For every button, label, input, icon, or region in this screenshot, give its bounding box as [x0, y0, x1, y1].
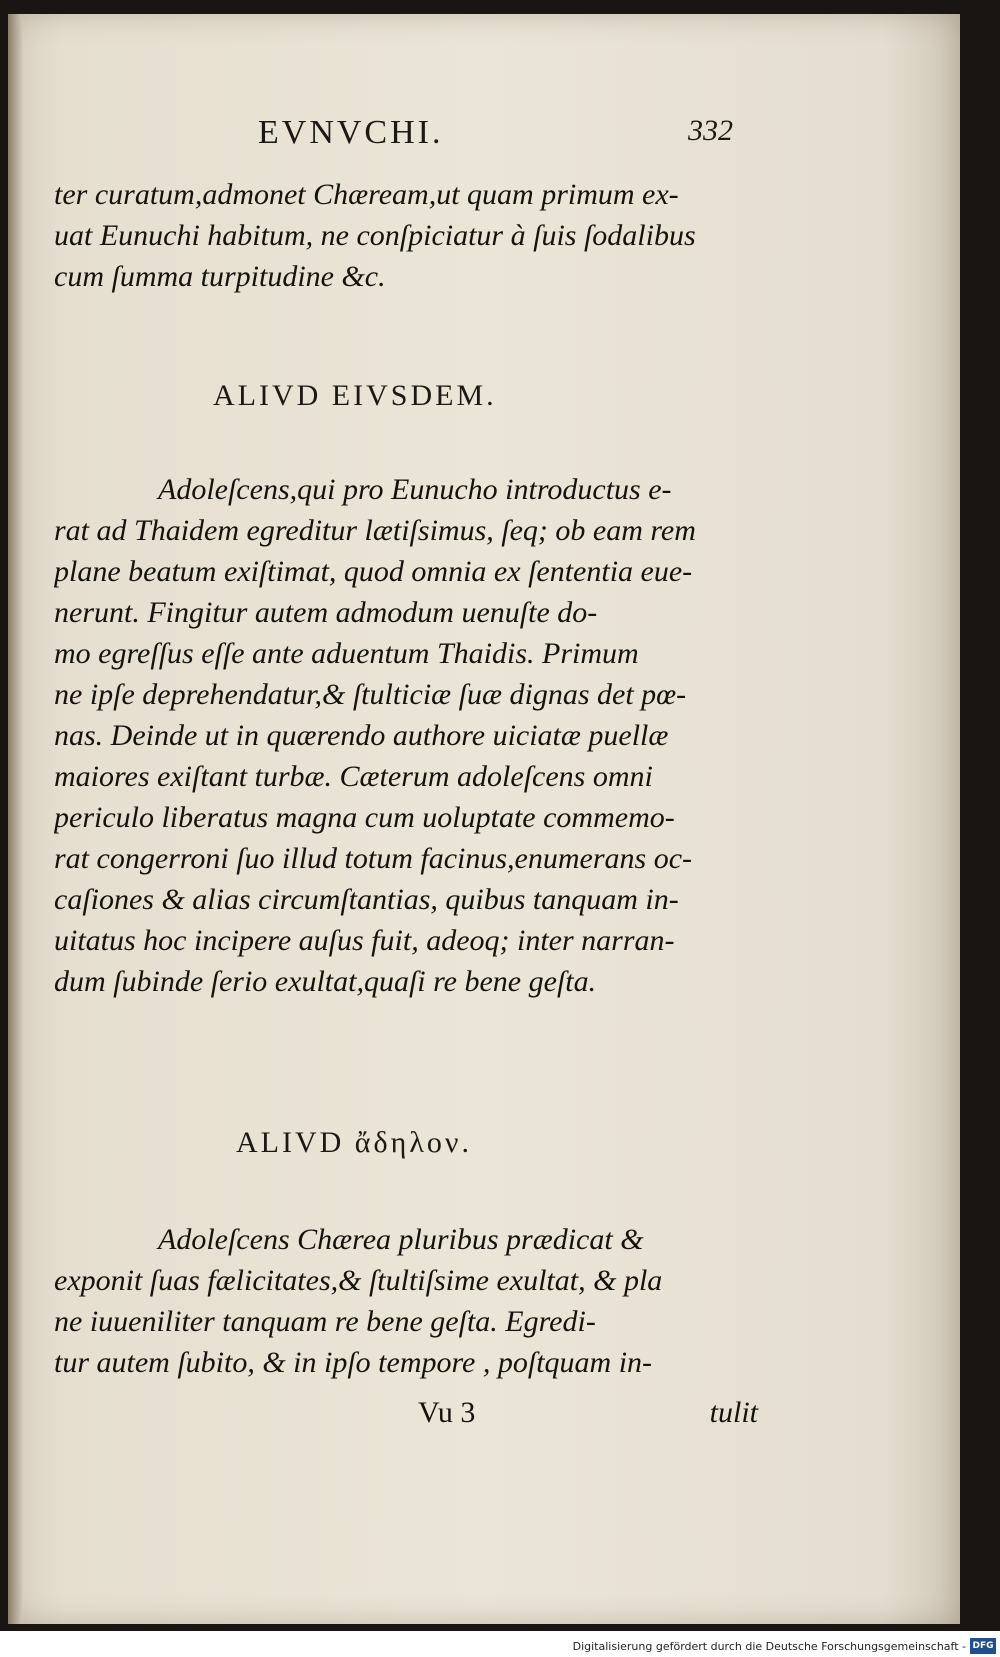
- text-line: mo egreſſus eſſe ante aduentum Thaidis. Primum: [54, 637, 639, 670]
- paragraph-2: [54, 1219, 754, 1383]
- text-line: nas. Deinde ut in quærendo authore uiciatæ puellæ: [54, 719, 669, 752]
- book-page: [8, 14, 960, 1624]
- text-line: uat Eunuchi habitum, ne conſpiciatur à ſuis ſodalibus: [54, 219, 696, 252]
- text-line: periculo liberatus magna cum uoluptate commemo-: [54, 801, 675, 834]
- dfg-logo-icon: DFG: [970, 1638, 996, 1654]
- text-line: uitatus hoc incipere auſus fuit, adeoq; inter narran-: [54, 924, 675, 957]
- text-line: tur autem ſubito, & in ipſo tempore , poſtquam in-: [54, 1346, 653, 1379]
- text-line: rat congerroni ſuo illud totum facinus,enumerans oc-: [54, 842, 692, 875]
- text-line: dum ſubinde ſerio exultat,quaſi re bene geſta.: [54, 965, 597, 998]
- footer-bar: [0, 1631, 1000, 1657]
- text-line: maiores exiſtant turbæ. Cæterum adoleſcens omni: [54, 760, 653, 793]
- signature-mark: Vu 3: [418, 1396, 476, 1429]
- paragraph-1: [54, 469, 754, 1002]
- section-heading-2: ALIVD ἄδηλον.: [236, 1126, 472, 1159]
- text-line: ter curatum,admonet Chæream,ut quam primum ex-: [54, 178, 679, 211]
- digitization-credit: Digitalisierung gefördert durch die Deutsche Forschungsgemeinschaft -: [572, 1640, 966, 1653]
- intro-paragraph: [54, 174, 754, 297]
- catchword: tulit: [709, 1396, 758, 1429]
- text-line: cum ſumma turpitudine &c.: [54, 260, 386, 293]
- text-line: Adoleſcens Chærea pluribus prædicat &: [158, 1223, 644, 1256]
- section-heading-1: ALIVD EIVSDEM.: [213, 379, 497, 412]
- text-line: ne iuueniliter tanquam re bene geſta. Egredi-: [54, 1305, 596, 1338]
- text-line: rat ad Thaidem egreditur lætiſsimus, ſeq; ob eam rem: [54, 514, 696, 547]
- page-number: 332: [688, 114, 733, 147]
- text-line: plane beatum exiſtimat, quod omnia ex ſententia eue-: [54, 555, 693, 588]
- text-line: exponit ſuas fælicitates,& ſtultiſsime exultat, & pla: [54, 1264, 663, 1297]
- page-gutter-edge: [8, 14, 22, 1624]
- text-line: ne ipſe deprehendatur,& ſtulticiæ ſuæ dignas det pœ-: [54, 678, 687, 711]
- text-line: Adoleſcens,qui pro Eunucho introductus e-: [158, 473, 672, 506]
- text-line: nerunt. Fingitur autem admodum uenuſte do-: [54, 596, 598, 629]
- running-head: EVNVCHI.: [258, 114, 444, 151]
- text-line: caſiones & alias circumſtantias, quibus tanquam in-: [54, 883, 679, 916]
